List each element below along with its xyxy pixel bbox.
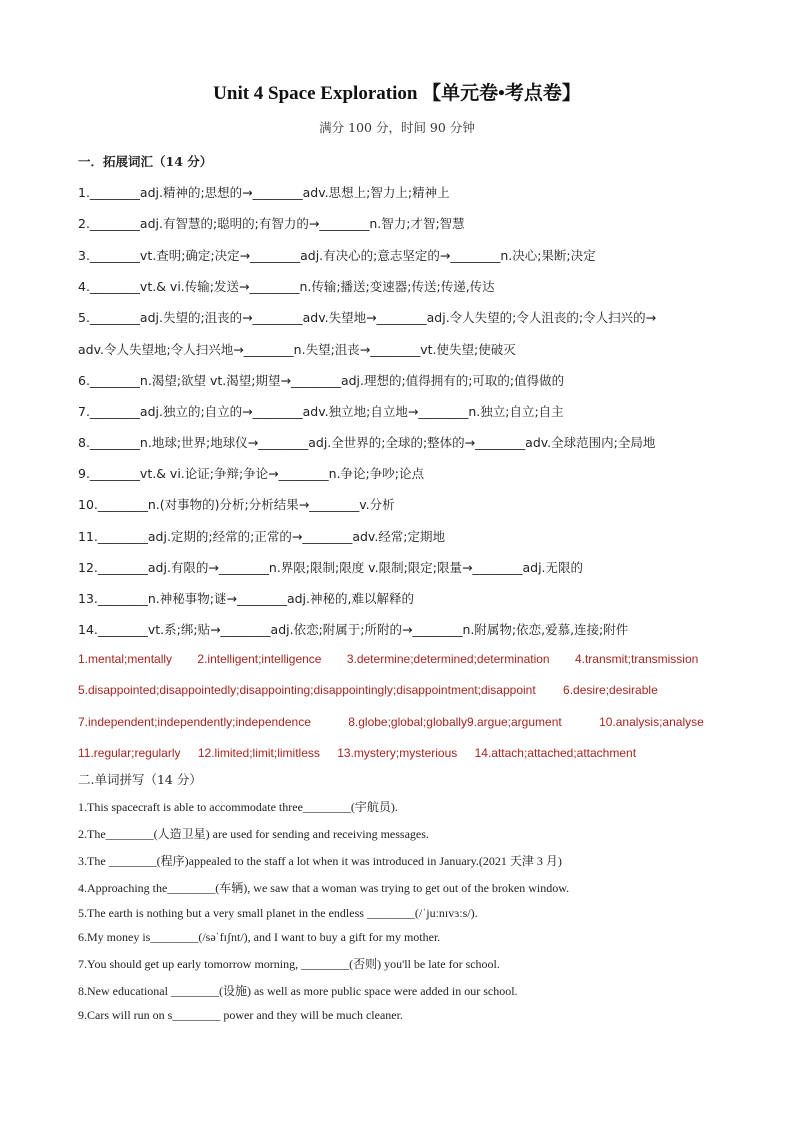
answer-item: 5.disappointed;disappointedly;disappointing;disappointingly;disappointment;disappoint	[78, 683, 536, 697]
vocab-line-5: 5.________adj.失望的;沮丧的→________adv.失望地→________adj.令人失望的;令人沮丧的;令人扫兴的→	[78, 310, 657, 325]
vocab-line-6: 6.________n.渴望;欲望 vt.渴望;期望→________adj.理想的;值得拥有的;可取的;值得做的	[78, 373, 565, 388]
vocab-line-2: 2.________adj.有智慧的;聪明的;有智力的→________n.智力;才智;智慧	[78, 216, 465, 231]
vocab-line-1: 1.________adj.精神的;思想的→________adv.思想上;智力上;精神上	[78, 185, 450, 200]
vocab-line-9: 9.________vt.& vi.论证;争辩;争论→________n.争论;争吵;论点	[78, 466, 424, 481]
section-1-header: 一．拓展词汇（14 分）	[78, 154, 213, 169]
vocab-line-4: 4.________vt.& vi.传输;发送→________n.传输;播送;变速器;传送;传递,传达	[78, 279, 495, 294]
answer-key-row-3	[78, 715, 704, 729]
spelling-item-8: 8.New educational ________(设施) as well as more public space were added in our school.	[78, 984, 518, 998]
vocab-line-5-continued: adv.令人失望地;令人扫兴地→________n.失望;沮丧→________vt.使失望;使破灭	[78, 342, 516, 357]
spelling-item-7: 7.You should get up early tomorrow morning, ________(否则) you'll be late for school.	[78, 957, 500, 971]
answer-item: 1.mental;mentally	[78, 652, 173, 666]
section-2-header: 二.单词拼写（14 分）	[78, 772, 202, 787]
spelling-item-3: 3.The ________(程序)appealed to the staff a lot when it was introduced in January.(2021 天津 3 月)	[78, 854, 562, 868]
answer-item: 3.determine;determined;determination	[346, 652, 550, 666]
spelling-item-5: 5.The earth is nothing but a very small planet in the endless ________(/ˈjuːnɪvɜːs/).	[78, 906, 478, 920]
page-title: Unit 4 Space Exploration 【单元卷•考点卷】	[213, 83, 581, 104]
vocab-line-8: 8.________n.地球;世界;地球仪→________adj.全世界的;全球的;整体的→________adv.全球范围内;全局地	[78, 435, 656, 450]
answer-item: 6.desire;desirable	[563, 683, 658, 697]
spelling-item-6: 6.My money is________(/səˈfɪʃnt/), and I want to buy a gift for my mother.	[78, 930, 441, 944]
vocab-line-14: 14.________vt.系;绑;贴→________adj.依恋;附属于;所附的→________n.附属物;依恋,爱慕,连接;附件	[78, 622, 629, 637]
answer-item: 11.regular;regularly	[78, 746, 181, 760]
answer-item: 10.analysis;analyse	[599, 715, 704, 729]
vocab-line-7: 7.________adj.独立的;自立的→________adv.独立地;自立地→________n.独立;自立;自主	[78, 404, 564, 419]
vocab-line-12: 12.________adj.有限的→________n.界限;限制;限度 v.限制;限定;限量→________adj.无限的	[78, 560, 584, 575]
answer-item: 7.independent;independently;independence	[78, 715, 311, 729]
vocab-line-13: 13.________n.神秘事物;谜→________adj.神秘的,难以解释的	[78, 591, 414, 606]
answer-item: 13.mystery;mysterious	[337, 746, 458, 760]
answer-item: 12.limited;limit;limitless	[197, 746, 320, 760]
answer-key-row-2	[78, 683, 658, 697]
answer-key-row-4	[78, 746, 636, 760]
answer-key-row-1	[78, 652, 698, 666]
vocab-line-3: 3.________vt.查明;确定;决定→________adj.有决心的;意志坚定的→________n.决心;果断;决定	[78, 248, 596, 263]
spelling-item-9: 9.Cars will run on s________ power and they will be much cleaner.	[78, 1008, 403, 1022]
vocab-line-11: 11.________adj.定期的;经常的;正常的→________adv.经常;定期地	[78, 529, 446, 544]
vocab-line-10: 10.________n.(对事物的)分析;分析结果→________v.分析	[78, 497, 395, 512]
answer-item: 14.attach;attached;attachment	[474, 746, 637, 760]
spelling-item-4: 4.Approaching the________(车辆), we saw that a woman was trying to get out of the broken window.	[78, 881, 570, 895]
answer-item: 2.intelligent;intelligence	[197, 652, 322, 666]
page-subtitle: 满分 100 分，时间 90 分钟	[319, 120, 475, 135]
answer-item: 4.transmit;transmission	[574, 652, 699, 666]
spelling-item-1: 1.This spacecraft is able to accommodate three________(宇航员).	[78, 800, 398, 814]
answer-item: 8.globe;global;globally9.argue;argument	[348, 715, 562, 729]
spelling-item-2: 2.The________(人造卫星) are used for sending and receiving messages.	[78, 827, 429, 841]
